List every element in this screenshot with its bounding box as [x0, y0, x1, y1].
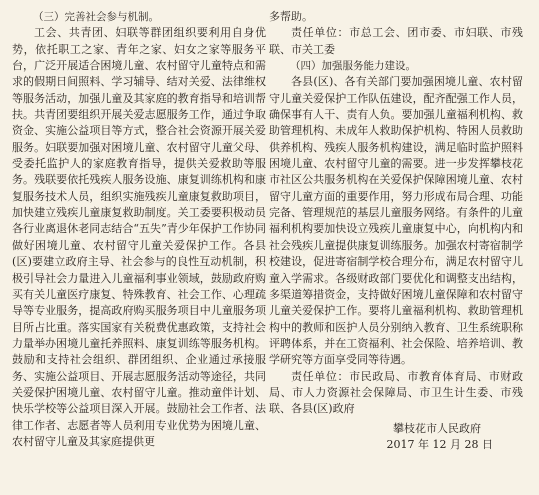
section-heading-3: （三）完善社会参与机制。 — [33, 11, 159, 23]
left-column — [12, 9, 266, 450]
section-heading-4: （四）加强服务能力建设。 — [290, 60, 416, 73]
section-3-body: 工会、共青团、妇联等群团组织要利用自身优势，依托职工之家、青年之家、妇女之家等服务平台，广泛开展适合困境儿童、农村留守儿童特点和需求的假期日间照料、学习辅导、结对关爱、法律维权等服务活动，加强儿童及其家庭的教育指导和培训帮扶。共青团要组织开展关爱志愿服务工作，通过争取资金、实施公益项目等方式，整合社会资源开展关爱服务。妇联要加强对困境儿童、农村留守儿童父母、受委托监护人的家庭教育指导，提供关爱救助等服务。残联要依托残疾人服务设施、康复训练机构和康复服务技术人员，组织实施残疾儿童康复救助项目，加快建立残疾儿童康复救助制度。关工委要积极动员各行业离退休老同志结合“五失”青少年保护工作协同做好困境儿童、农村留守儿童关爱保护工作。各县(区)要建立政府主导、社会参与的良性互动机制，积极引导社会力量进入儿童福利事业领域，鼓励政府购买有关儿童医疗康复、特殊教育、社会工作、心理疏导等专业服务，提高政府购买服务项目中儿童服务项目所占比重。落实国家有关税费优惠政策，支持社会力量举办困境儿童托养照料、康复训练等服务机构。鼓励和支持社会组织、群团组织、企业通过承接服务、实施公益项目、开展志愿服务活动等途径，共同关爱保护困境儿童、农村留守儿童。推动童伴计划、快乐学校等公益项目深入开展。鼓励社会工作者、法律工作者、志愿者等人员利用专业优势为困境儿童、农村留守儿童及其家庭提供更 — [12, 26, 266, 448]
signature-organization: 攀枝花市人民政府 — [393, 421, 481, 435]
section-4-body: 各县(区)、各有关部门要加强困境儿童、农村留守儿童关爱保护工作队伍建设，配齐配强工作人员，确保事有人干、责有人负。要加强儿童福利机构、救助管理机构、未成年人救助保护机构、特困人员救助供养机构、残疾人服务机构建设，满足临时监护照料困境儿童、农村留守儿童的需要。进一步发挥攀枝花市社区公共服务机构在关爱保护保障困境儿童、农村留守儿童方面的重要作用，努力形成布局合理、功能完备、管理规范的基层儿童服务网络。有条件的儿童福利机构要加快设立残疾儿童康复中心，向机构内和社会残疾儿童提供康复训练服务。加强农村寄宿制学校建设，促进寄宿制学校合理分布，满足农村留守儿童入学需求。各级财政部门要优化和调整支出结构，多渠道筹措资金，支持做好困境儿童保障和农村留守儿童关爱保护工作。要将儿童福利机构、救助管理机构中的教师和医护人员分别纳入教育、卫生系统职称评聘体系，并在工资福利、社会保险、培养培训、教学研究等方面享受同等待遇。 — [269, 75, 523, 367]
continuation-text: 多帮助。 — [269, 10, 313, 23]
responsible-units-4: 责任单位：市民政局、市教育体育局、市财政局、市人力资源社会保障局、市卫生计生委、市残联、各县(区)政府 — [269, 369, 523, 416]
responsible-units-3: 责任单位：市总工会、团市委、市妇联、市残联、市关工委 — [269, 26, 523, 56]
right-column — [269, 9, 523, 453]
signature-date: 2017 年 12 月 28 日 — [386, 437, 493, 451]
